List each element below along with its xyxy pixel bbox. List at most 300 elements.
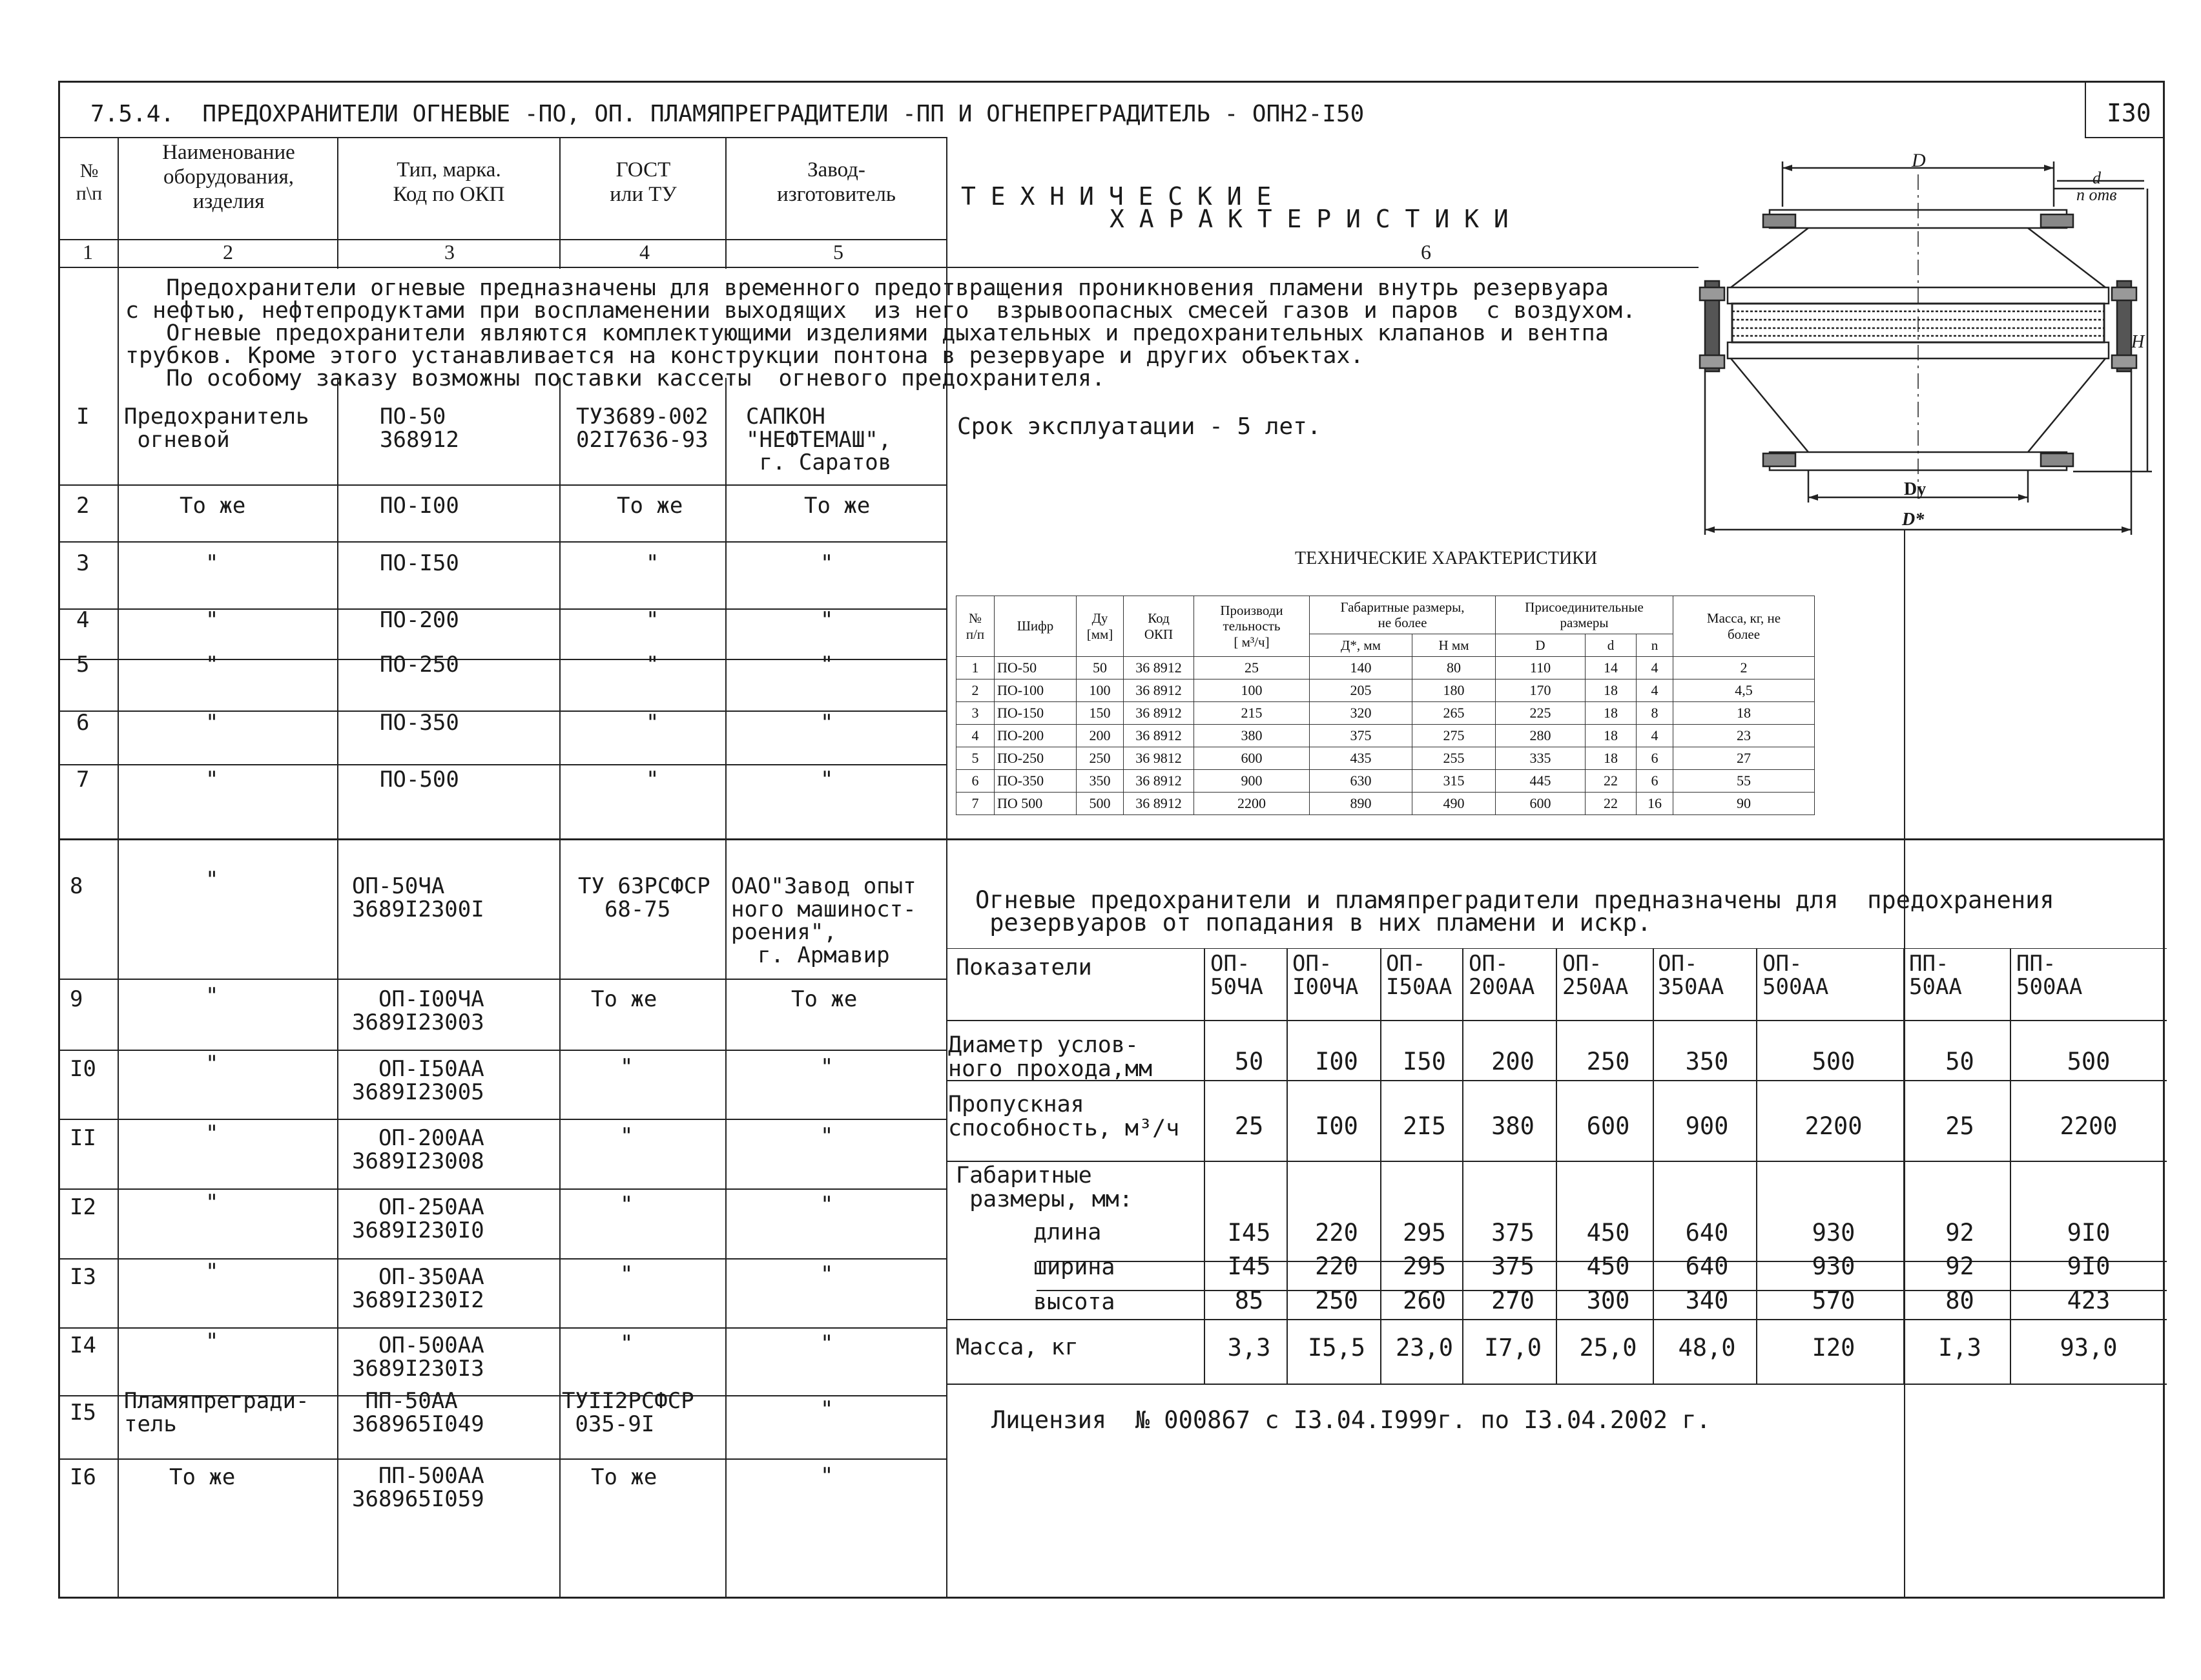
row-number: I2: [70, 1194, 96, 1220]
spec-table-cell: 6: [1637, 747, 1673, 770]
col-line-3-top: [559, 137, 561, 269]
perf-cell-len: 92: [1945, 1219, 1974, 1247]
col-line-2-top: [337, 137, 338, 269]
spec-table-cell: ПО 500: [995, 793, 1077, 815]
col-header-gost: ГОСТ или ТУ: [610, 158, 677, 206]
row-name: ": [205, 1259, 219, 1285]
row-gost: ": [646, 767, 659, 793]
col-header-specs-1: Т Е Х Н И Ч Е С К И Е: [961, 182, 1272, 211]
perf-model-header: ОП- I00ЧА: [1292, 951, 1359, 1000]
spec-table-cell: ПО-50: [995, 657, 1077, 679]
row-divider: [58, 710, 946, 712]
spec-table-cell: 100: [1194, 679, 1310, 702]
spec-table-cell: 55: [1673, 770, 1815, 793]
row-gost: ": [646, 607, 659, 633]
col-line-1: [118, 137, 119, 1598]
section-divider: [58, 838, 2165, 840]
perf-cell-mass: I20: [1812, 1334, 1855, 1362]
row-type: ОП-250АА 3689I230I0: [352, 1194, 484, 1243]
spec-table-cell: 600: [1194, 747, 1310, 770]
spec-table-cell: 225: [1496, 702, 1586, 725]
perf-hgt-label: высота: [1033, 1289, 1115, 1315]
spec-table-cell: 250: [1077, 747, 1124, 770]
spec-table-cell: ПО-250: [995, 747, 1077, 770]
spec-table-cell: 630: [1310, 770, 1412, 793]
spec-table-row: [956, 679, 1815, 702]
row-divider: [58, 764, 946, 765]
row-divider: [58, 541, 946, 543]
spec-table-cell: 4: [1637, 679, 1673, 702]
spec-table-cell: 18: [1586, 725, 1637, 747]
perf-cell-diam: 500: [2067, 1048, 2111, 1075]
row-number: I4: [70, 1333, 96, 1358]
perf-cell-hgt: 340: [1685, 1287, 1729, 1314]
spec-header-okp: Код ОКП: [1124, 596, 1194, 657]
header-divider-right: [2085, 137, 2165, 138]
spec-table-cell: 255: [1412, 747, 1496, 770]
perf-cell-diam: 200: [1491, 1048, 1534, 1075]
drawing-label-Dy: Dy: [1904, 479, 1927, 499]
row-type: ОП-350АА 3689I230I2: [352, 1264, 484, 1313]
perf-cell-flow: 600: [1586, 1112, 1630, 1140]
perf-cell-diam: 500: [1812, 1048, 1855, 1075]
col-header-number: № п\п: [76, 160, 103, 204]
page-title: 7.5.4. ПРЕДОХРАНИТЕЛИ ОГНЕВЫЕ -ПО, ОП. ПЛАМЯПРЕГРАДИТЕЛИ -ПП И ОГНЕПРЕГРАДИТЕЛЬ - ОПН2-I50: [90, 101, 1365, 127]
spec-table-cell: 445: [1496, 770, 1586, 793]
perf-cell-wid: 220: [1315, 1252, 1358, 1280]
col-line-4-top: [725, 137, 727, 269]
col-num-6: 6: [1421, 240, 1431, 264]
row-type: ПО-200: [380, 607, 459, 633]
row-gost: ": [620, 1054, 634, 1080]
row-name: ": [205, 1051, 219, 1077]
intro-line-1: Предохранители огневые предназначены для временного предотвращения проникновения пламени внутрь резервуара: [125, 275, 1609, 301]
row-name: ": [205, 767, 219, 793]
spec-header-conn: Присоединительные размеры: [1496, 596, 1673, 634]
row-plant: То же: [804, 493, 871, 519]
row-divider: [58, 979, 946, 980]
row-gost: ": [646, 652, 659, 678]
row-type: ПО-500: [380, 767, 459, 793]
spec-table-cell: 22: [1586, 770, 1637, 793]
spec-table-cell: 6: [956, 770, 995, 793]
drawing-label-Dstar: D*: [1902, 510, 1925, 530]
row-number: II: [70, 1125, 96, 1151]
intro-line-5: По особому заказу возможны поставки кассеты огневого предохранителя.: [125, 366, 1106, 391]
perf-cell-len: 375: [1491, 1219, 1534, 1247]
row-gost: ": [620, 1192, 634, 1218]
col-num-1: 1: [83, 240, 93, 264]
page-number: I30: [2107, 99, 2151, 127]
spec-table-cell: 200: [1077, 725, 1124, 747]
perf-cell-hgt: 250: [1315, 1287, 1358, 1314]
perf-cell-mass: 48,0: [1678, 1334, 1736, 1362]
perf-cell-len: I45: [1227, 1219, 1271, 1247]
row-divider: [58, 1258, 946, 1260]
spec-table-cell: 335: [1496, 747, 1586, 770]
perf-cell-hgt: 423: [2067, 1287, 2111, 1314]
perf-intro-line-2: резервуаров от попадания в них пламени и искр.: [975, 909, 1651, 937]
row-number: 9: [70, 986, 83, 1012]
perf-cell-mass: 3,3: [1227, 1334, 1271, 1362]
row-number: 7: [76, 767, 90, 793]
perf-model-header: ОП- 250АА: [1562, 951, 1629, 1000]
spec-table-cell: 350: [1077, 770, 1124, 793]
col-num-4: 4: [639, 240, 650, 264]
spec-table-cell: 36 8912: [1124, 770, 1194, 793]
service-life: Срок эксплуатации - 5 лет.: [957, 413, 1321, 440]
perf-cell-len: 220: [1315, 1219, 1358, 1247]
row-number: 6: [76, 710, 90, 736]
row-type: ПО-I50: [380, 550, 459, 576]
row-type: ОП-200АА 3689I23008: [352, 1125, 484, 1174]
spec-table-cell: 265: [1412, 702, 1496, 725]
perf-cell-wid: I45: [1227, 1252, 1271, 1280]
row-name: ": [205, 1329, 219, 1354]
row-plant: ": [820, 1123, 834, 1149]
spec-table-cell: 27: [1673, 747, 1815, 770]
spec-header-D: D: [1496, 634, 1586, 657]
row-name: ": [205, 550, 219, 576]
col-line-2: [337, 378, 338, 1599]
spec-table-cell: 900: [1194, 770, 1310, 793]
spec-header-dims: Габаритные размеры, не более: [1310, 596, 1496, 634]
row-type: ПП-50АА 368965I049: [352, 1388, 484, 1437]
perf-cell-flow: 2200: [1804, 1112, 1863, 1140]
spec-table-cell: 500: [1077, 793, 1124, 815]
perf-cell-wid: 640: [1685, 1252, 1729, 1280]
row-name: ": [205, 710, 219, 736]
spec-table-cell: 18: [1586, 747, 1637, 770]
perf-model-header: ОП- 50ЧА: [1210, 951, 1263, 1000]
row-gost: ТУ3689-002 02I7636-93: [576, 404, 708, 453]
spec-table-cell: 150: [1077, 702, 1124, 725]
row-number: I6: [70, 1464, 96, 1490]
perf-cell-diam: 50: [1945, 1048, 1974, 1075]
row-name: ": [205, 607, 219, 633]
perf-cell-mass: I7,0: [1483, 1334, 1542, 1362]
perf-cell-wid: 930: [1812, 1252, 1855, 1280]
spec-table-cell: 6: [1637, 770, 1673, 793]
col-line-3: [559, 378, 561, 1599]
spec-table-row: [956, 657, 1815, 679]
col-header-specs-2: Х А Р А К Т Е Р И С Т И К И: [1110, 205, 1509, 233]
row-type: ОП-50ЧА 3689I2300I: [352, 873, 484, 922]
col-num-3: 3: [444, 240, 455, 264]
row-number: I3: [70, 1264, 96, 1290]
perf-cell-mass: I5,5: [1307, 1334, 1366, 1362]
row-gost: То же: [617, 493, 683, 519]
row-gost: ": [620, 1123, 634, 1149]
perf-diam-label: Диаметр услов- ного прохода,мм: [948, 1032, 1153, 1082]
perf-cell-mass: 23,0: [1395, 1334, 1454, 1362]
row-gost: То же: [591, 986, 657, 1012]
spec-table-cell: 215: [1194, 702, 1310, 725]
perf-cell-len: 9I0: [2067, 1219, 2111, 1247]
row-plant: ": [820, 710, 834, 736]
perf-cell-len: 930: [1812, 1219, 1855, 1247]
spec-table-cell: ПО-200: [995, 725, 1077, 747]
intro-line-3: Огневые предохранители являются комплектующими изделиями дыхательных и предохранительных клапанов и вентпа: [125, 320, 1609, 346]
row-divider: [58, 1327, 946, 1329]
row-gost: ": [646, 550, 659, 576]
perf-cell-hgt: 85: [1234, 1287, 1264, 1314]
spec-table-title: ТЕХНИЧЕСКИЕ ХАРАКТЕРИСТИКИ: [1295, 548, 1598, 568]
column-number-divider: [58, 267, 1699, 268]
row-number: 2: [76, 493, 90, 519]
spec-table-cell: 890: [1310, 793, 1412, 815]
spec-header-d: d: [1586, 634, 1637, 657]
spec-table-cell: 490: [1412, 793, 1496, 815]
row-name: Пламяпрегради- тель: [124, 1388, 309, 1437]
perf-cell-wid: 295: [1403, 1252, 1446, 1280]
row-gost: ТУII2РСФСР 035-9I: [562, 1388, 694, 1437]
row-divider: [58, 484, 946, 486]
perf-cell-flow: 25: [1234, 1112, 1264, 1140]
row-name: То же: [169, 1464, 236, 1490]
perf-wid-label: ширина: [1033, 1254, 1115, 1280]
drawing-label-n-otv: n отв: [2076, 185, 2117, 204]
spec-table-cell: 25: [1194, 657, 1310, 679]
perf-cell-wid: 9I0: [2067, 1252, 2111, 1280]
perf-intro-line-1: Огневые предохранители и пламяпреградители предназначены для предохранения: [975, 886, 2054, 914]
spec-table-cell: ПО-350: [995, 770, 1077, 793]
spec-header-mass: Масса, кг, не более: [1673, 596, 1815, 657]
spec-table-cell: 36 8912: [1124, 793, 1194, 815]
drawing-label-H: H: [2131, 332, 2145, 352]
spec-table-cell: 16: [1637, 793, 1673, 815]
perf-cell-wid: 450: [1586, 1252, 1630, 1280]
spec-table-cell: 2: [956, 679, 995, 702]
perf-cell-len: 295: [1403, 1219, 1446, 1247]
row-type: ПП-500АА 368965I059: [352, 1463, 484, 1512]
spec-table-cell: 18: [1586, 702, 1637, 725]
spec-table-cell: 22: [1586, 793, 1637, 815]
spec-table-cell: 7: [956, 793, 995, 815]
col-header-name: Наименование оборудования, изделия: [162, 141, 295, 213]
column-header-divider: [58, 239, 946, 240]
spec-table-cell: 205: [1310, 679, 1412, 702]
spec-table-row: [956, 725, 1815, 747]
spec-table-cell: 2200: [1194, 793, 1310, 815]
perf-model-header: ОП- 350АА: [1658, 951, 1724, 1000]
row-plant: САПКОН "НЕФТЕМАШ", г. Саратов: [746, 404, 892, 476]
row-gost: ТУ 63РСФСР 68-75: [578, 873, 710, 922]
perf-model-header: ПП- 500АА: [2016, 951, 2083, 1000]
perf-cell-mass: I,3: [1938, 1334, 1981, 1362]
spec-table: [956, 596, 1815, 815]
spec-table-cell: 80: [1412, 657, 1496, 679]
perf-cell-flow: 900: [1685, 1112, 1729, 1140]
perf-cell-hgt: 570: [1812, 1287, 1855, 1314]
spec-table-row: [956, 770, 1815, 793]
spec-table-cell: 275: [1412, 725, 1496, 747]
spec-table-cell: 4: [956, 725, 995, 747]
row-plant: ": [820, 1192, 834, 1218]
row-plant: ": [820, 1463, 834, 1489]
row-name: ": [205, 983, 219, 1009]
spec-table-cell: 4: [1637, 657, 1673, 679]
row-name: ": [205, 1121, 219, 1146]
spec-table-cell: 36 9812: [1124, 747, 1194, 770]
perf-cell-hgt: 260: [1403, 1287, 1446, 1314]
row-plant: ": [820, 1261, 834, 1287]
intro-line-2: с нефтью, нефтепродуктами при воспламенении выходящих из него взрывоопасных смесей газов и паров с воздухом.: [125, 298, 1636, 324]
perf-cell-flow: 2I5: [1403, 1112, 1446, 1140]
perf-cell-flow: 2200: [2060, 1112, 2118, 1140]
spec-header-number: № п/п: [956, 596, 995, 657]
row-type: ПО-50 368912: [380, 404, 459, 453]
spec-header-h: Н мм: [1412, 634, 1496, 657]
spec-header-du: Ду [мм]: [1077, 596, 1124, 657]
spec-table-cell: 140: [1310, 657, 1412, 679]
spec-table-cell: 36 8912: [1124, 702, 1194, 725]
spec-table-cell: 600: [1496, 793, 1586, 815]
spec-table-cell: 2: [1673, 657, 1815, 679]
perf-cell-hgt: 270: [1491, 1287, 1534, 1314]
spec-table-cell: 375: [1310, 725, 1412, 747]
perf-model-header: ОП- 500АА: [1762, 951, 1829, 1000]
row-number: 3: [76, 550, 90, 576]
row-plant: ": [820, 607, 834, 633]
spec-table-cell: 100: [1077, 679, 1124, 702]
row-number: 4: [76, 607, 90, 633]
spec-table-cell: 14: [1586, 657, 1637, 679]
spec-table-cell: 315: [1412, 770, 1496, 793]
row-type: ПО-I00: [380, 493, 459, 519]
spec-table-cell: 3: [956, 702, 995, 725]
spec-table-cell: 4,5: [1673, 679, 1815, 702]
perf-cell-diam: 50: [1234, 1048, 1264, 1075]
drawing-label-D: D: [1912, 150, 1926, 171]
spec-table-row: [956, 793, 1815, 815]
perf-flow-label: Пропускная способность, м³/ч: [948, 1092, 1180, 1141]
perf-cell-diam: 250: [1586, 1048, 1630, 1075]
row-name: ": [205, 867, 219, 893]
spec-header-perf: Производи тельность [ м³/ч]: [1194, 596, 1310, 657]
spec-table-cell: 36 8912: [1124, 725, 1194, 747]
spec-table-cell: 90: [1673, 793, 1815, 815]
perf-cell-wid: 92: [1945, 1252, 1974, 1280]
perf-cell-flow: 380: [1491, 1112, 1534, 1140]
perf-cell-hgt: 80: [1945, 1287, 1974, 1314]
spec-table-row: [956, 702, 1815, 725]
col-header-type: Тип, марка. Код по ОКП: [393, 158, 505, 206]
intro-line-4: трубков. Кроме этого устанавливается на конструкции понтона в резервуаре и других объектах.: [125, 343, 1364, 369]
perf-model-header: ОП- I50АА: [1386, 951, 1452, 1000]
perf-cell-len: 450: [1586, 1219, 1630, 1247]
perf-cell-wid: 375: [1491, 1252, 1534, 1280]
row-divider: [58, 659, 946, 660]
perf-cell-diam: I00: [1315, 1048, 1358, 1075]
row-plant: То же: [791, 986, 858, 1012]
row-plant: ": [820, 1396, 834, 1422]
spec-table-cell: 380: [1194, 725, 1310, 747]
row-gost: ": [620, 1261, 634, 1287]
perf-header-label: Показатели: [956, 955, 1092, 980]
spec-table-cell: 4: [1637, 725, 1673, 747]
spec-table-row: [956, 747, 1815, 770]
perf-mass-label: Масса, кг: [956, 1334, 1079, 1360]
spec-header-n: n: [1637, 634, 1673, 657]
perf-cell-mass: 25,0: [1579, 1334, 1637, 1362]
row-type: ОП-I00ЧА 3689I23003: [352, 986, 484, 1035]
row-divider: [58, 1188, 946, 1190]
spec-table-cell: 36 8912: [1124, 679, 1194, 702]
page-number-divider: [2085, 81, 2086, 138]
row-number: I0: [70, 1056, 96, 1082]
spec-table-cell: 280: [1496, 725, 1586, 747]
spec-table-cell: 36 8912: [1124, 657, 1194, 679]
spec-table-cell: 1: [956, 657, 995, 679]
license-text: Лицензия № 000867 с I3.04.I999г. по I3.04.2002 г.: [991, 1406, 1711, 1434]
row-number: I5: [70, 1400, 96, 1426]
perf-cell-diam: I50: [1403, 1048, 1446, 1075]
col-num-5: 5: [833, 240, 843, 264]
header-divider: [58, 137, 946, 138]
row-divider: [58, 1458, 946, 1460]
perf-model-header: ПП- 50АА: [1909, 951, 1962, 1000]
col-num-2: 2: [223, 240, 233, 264]
row-number: I: [76, 404, 90, 430]
row-name: Предохранитель огневой: [124, 404, 309, 453]
row-divider: [58, 1119, 946, 1120]
row-name: То же: [180, 493, 246, 519]
row-type: ПО-250: [380, 652, 459, 678]
row-plant: ": [820, 550, 834, 576]
spec-table-cell: ПО-100: [995, 679, 1077, 702]
spec-header-code: Шифр: [995, 596, 1077, 657]
row-divider: [58, 608, 946, 610]
perf-cell-len: 640: [1685, 1219, 1729, 1247]
row-plant: ": [820, 652, 834, 678]
perf-cell-mass: 93,0: [2060, 1334, 2118, 1362]
spec-table-cell: 5: [956, 747, 995, 770]
row-divider: [58, 1050, 946, 1051]
spec-header-dstar: Д*, мм: [1310, 634, 1412, 657]
spec-table-cell: 320: [1310, 702, 1412, 725]
row-name: ": [205, 652, 219, 678]
spec-table-cell: 18: [1586, 679, 1637, 702]
row-plant: ": [820, 1054, 834, 1080]
row-type: ОП-I50АА 3689I23005: [352, 1056, 484, 1105]
spec-table-cell: 18: [1673, 702, 1815, 725]
spec-table-cell: 23: [1673, 725, 1815, 747]
col-line-4: [725, 378, 727, 1599]
row-type: ПО-350: [380, 710, 459, 736]
spec-table-cell: 110: [1496, 657, 1586, 679]
perf-cell-flow: I00: [1315, 1112, 1358, 1140]
spec-table-cell: 435: [1310, 747, 1412, 770]
spec-table-cell: 50: [1077, 657, 1124, 679]
row-plant: ": [820, 1331, 834, 1356]
perf-model-header: ОП- 200АА: [1469, 951, 1535, 1000]
spec-table-cell: 180: [1412, 679, 1496, 702]
row-gost: ": [646, 710, 659, 736]
row-gost: ": [620, 1331, 634, 1356]
row-name: ": [205, 1190, 219, 1216]
row-gost: То же: [591, 1464, 657, 1490]
col-header-plant: Завод- изготовитель: [777, 158, 896, 206]
spec-table-cell: 8: [1637, 702, 1673, 725]
perf-cell-diam: 350: [1685, 1048, 1729, 1075]
drawing-label-d: d: [2092, 169, 2101, 187]
row-plant: ": [820, 767, 834, 793]
row-number: 8: [70, 873, 83, 899]
spec-table-cell: ПО-150: [995, 702, 1077, 725]
row-type: ОП-500АА 3689I230I3: [352, 1333, 484, 1382]
row-plant: ОАО"Завод опыт ного машиност- роения", г. Армавир: [731, 873, 916, 969]
